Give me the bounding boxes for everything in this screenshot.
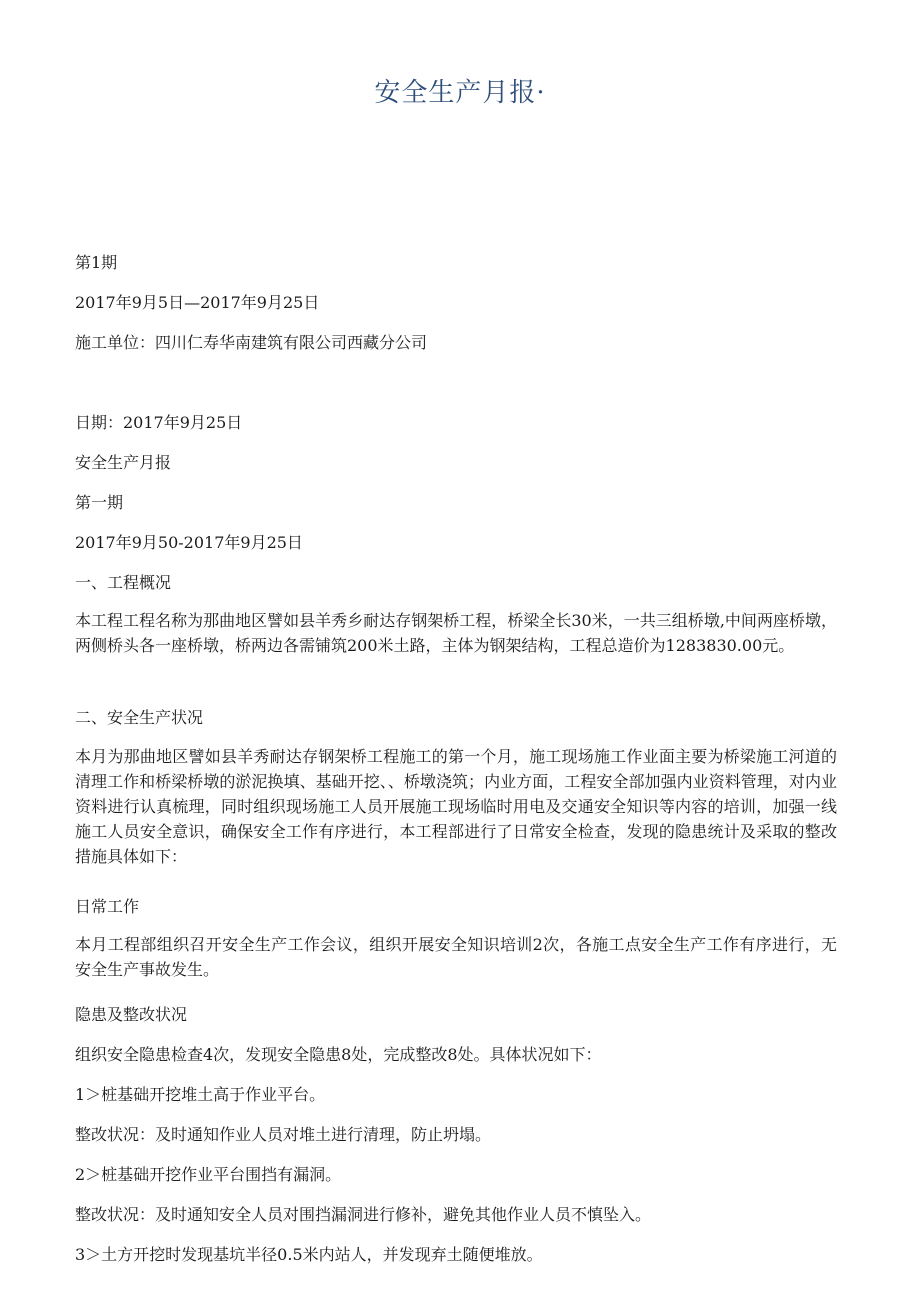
daily-work-text: 本月工程部组织召开安全生产工作会议，组织开展安全知识培训2次，各施工点安全生产工作有序进行，无安全生产事故发生。 bbox=[75, 935, 837, 979]
hazard-item-3: 3＞土方开挖时发现基坑半径0.5米内站人，并发现弃土随便堆放。 bbox=[75, 1245, 543, 1264]
body-period: 2017年9月50-2017年9月25日 bbox=[75, 533, 303, 552]
construction-unit: 施工单位：四川仁寿华南建筑有限公司西藏分公司 bbox=[75, 333, 428, 352]
hazard-item-1-fix: 整改状况：及时通知作业人员对堆土进行清理，防止坍塌。 bbox=[75, 1125, 492, 1144]
hazard-item-2: 2＞桩基础开挖作业平台围挡有漏洞。 bbox=[75, 1165, 342, 1184]
body-issue: 第一期 bbox=[75, 493, 124, 512]
daily-work-title: 日常工作 bbox=[75, 897, 140, 916]
hazard-item-1: 1＞桩基础开挖堆土高于作业平台。 bbox=[75, 1085, 326, 1104]
body-heading: 安全生产月报 bbox=[75, 453, 172, 472]
section2-title: 二、安全生产状况 bbox=[75, 708, 204, 727]
hazard-title: 隐患及整改状况 bbox=[75, 1005, 188, 1024]
section1-title: 一、工程概况 bbox=[75, 573, 172, 592]
report-date: 日期：2017年9月25日 bbox=[75, 413, 243, 432]
report-period: 2017年9月5日—2017年9月25日 bbox=[75, 293, 320, 312]
hazard-item-2-fix: 整改状况：及时通知安全人员对围挡漏洞进行修补，避免其他作业人员不慎坠入。 bbox=[75, 1205, 652, 1224]
issue-number: 第1期 bbox=[75, 253, 118, 272]
hazard-summary: 组织安全隐患检查4次，发现安全隐患8处，完成整改8处。具体状况如下： bbox=[75, 1045, 602, 1064]
section2-text: 本月为那曲地区譬如县羊秀耐达存钢架桥工程施工的第一个月，施工现场施工作业面主要为桥梁施工河道的清理工作和桥梁桥墩的淤泥换填、基础开挖、、桥墩浇筑；内业方面，工程安全部加强内业资料管理，对内业资料进行认真梳理，同时组织现场施工人员开展施工现场临时用电及交通安全知识等内容的培训，加强一线施工人员安全意识，确保安全工作有序进行，本工程部进行了日常安全检查，发现的隐患统计及采取的整改措施具体如下： bbox=[75, 747, 837, 866]
section1-text: 本工程工程名称为那曲地区譬如县羊秀乡耐达存钢架桥工程，桥梁全长30米，一共三组桥墩,中间两座桥墩，两侧桥头各一座桥墩，桥两边各需铺筑200米土路，主体为钢架结构，工程总造价为1283830.00元。 bbox=[75, 611, 837, 655]
document-title: 安全生产月报· bbox=[374, 78, 546, 108]
